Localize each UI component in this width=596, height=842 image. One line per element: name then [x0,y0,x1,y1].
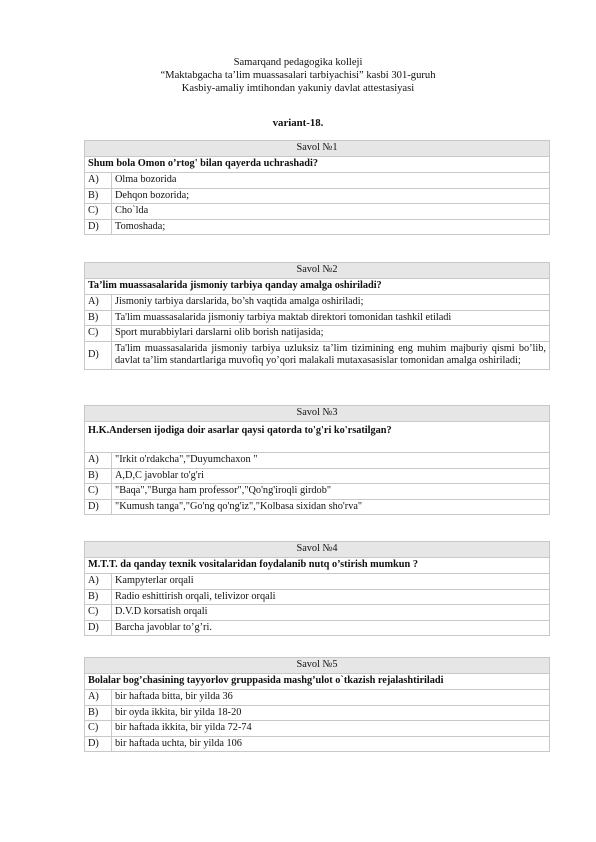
question-block-1 [84,140,550,235]
option-letter: A) [85,690,112,706]
option-letter: B) [85,705,112,721]
option-text: Radio eshittirish orqali, telivizor orqali [112,589,550,605]
question-block-3 [84,405,550,515]
option-letter: D) [85,219,112,235]
option-letter: D) [85,620,112,636]
answer-option-b[interactable] [85,589,550,605]
question-text: Shum bola Omon o’rtog' bilan qayerda uchrashadi? [85,157,550,173]
option-letter: A) [85,574,112,590]
answer-option-d[interactable] [85,736,550,752]
option-text: Jismoniy tarbiya darslarida, bo’sh vaqtida amalga oshiriladi; [112,295,550,311]
option-letter: A) [85,453,112,469]
option-letter: B) [85,468,112,484]
answer-option-a[interactable] [85,173,550,189]
option-letter: B) [85,188,112,204]
question-block-5 [84,657,550,752]
option-text: "Kumush tanga","Go'ng qo'ng'iz","Kolbasa sixidan sho'rva" [112,499,550,515]
option-text: Barcha javoblar to’g’ri. [112,620,550,636]
group-line: “Maktabgacha ta’lim muassasalari tarbiyachisi” kasbi 301-guruh [160,70,436,81]
question-block-4 [84,541,550,636]
option-text: Sport murabbiylari darslarni olib borish natijasida; [112,326,550,342]
answer-option-b[interactable] [85,705,550,721]
option-letter: D) [85,341,112,369]
answer-option-c[interactable] [85,204,550,220]
option-text: bir oyda ikkita, bir yilda 18-20 [112,705,550,721]
question-number: Savol №1 [85,141,550,157]
answer-option-a[interactable] [85,453,550,469]
college-name: Samarqand pedagogika kolleji [233,57,363,68]
question-number: Savol №4 [85,542,550,558]
option-text: Tomoshada; [112,219,550,235]
question-number: Savol №5 [85,658,550,674]
option-letter: A) [85,295,112,311]
option-letter: D) [85,736,112,752]
question-text: M.T.T. da qanday texnik vositalaridan foydalanib nutq o’stirish mumkun ? [85,558,550,574]
answer-option-c[interactable] [85,326,550,342]
answer-option-b[interactable] [85,188,550,204]
exam-title: Kasbiy-amaliy imtihondan yakuniy davlat attestasiyasi [181,83,415,94]
option-text: Dehqon bozorida; [112,188,550,204]
option-text: A,D,C javoblar to'g'ri [112,468,550,484]
question-text: Ta’lim muassasalarida jismoniy tarbiya qanday amalga oshiriladi? [85,279,550,295]
option-text: "Baqa","Burga ham professor","Qo'ng'iroqli girdob" [112,484,550,500]
answer-option-b[interactable] [85,468,550,484]
answer-option-d[interactable] [85,341,550,369]
option-letter: C) [85,326,112,342]
option-text: "Irkit o'rdakcha","Duyumchaxon " [112,453,550,469]
question-block-2 [84,262,550,370]
option-text: Olma bozorida [112,173,550,189]
variant-title: variant-18. [272,117,324,129]
question-number: Savol №2 [85,263,550,279]
option-text: bir haftada bitta, bir yilda 36 [112,690,550,706]
option-text: Kampyterlar orqali [112,574,550,590]
option-letter: C) [85,204,112,220]
answer-option-c[interactable] [85,721,550,737]
question-text: H.K.Andersen ijodiga doir asarlar qaysi qatorda to'g'ri ko'rsatilgan? [85,422,550,453]
option-letter: B) [85,310,112,326]
answer-option-d[interactable] [85,620,550,636]
answer-option-d[interactable] [85,499,550,515]
question-text: Bolalar bog’chasining tayyorlov gruppasida mashg’ulot o`tkazish rejalashtiriladi [85,674,550,690]
option-letter: C) [85,484,112,500]
document-header [0,56,596,95]
option-letter: B) [85,589,112,605]
answer-option-b[interactable] [85,310,550,326]
answer-option-a[interactable] [85,574,550,590]
option-text: Ta'lim muassasalarida jismoniy tarbiya maktab direktori tomonidan tashkil etiladi [112,310,550,326]
question-number: Savol №3 [85,406,550,422]
option-letter: D) [85,499,112,515]
option-letter: A) [85,173,112,189]
option-letter: C) [85,605,112,621]
answer-option-a[interactable] [85,295,550,311]
option-letter: C) [85,721,112,737]
answer-option-c[interactable] [85,484,550,500]
option-text: Cho`lda [112,204,550,220]
answer-option-c[interactable] [85,605,550,621]
option-text: D.V.D korsatish orqali [112,605,550,621]
answer-option-d[interactable] [85,219,550,235]
option-text: Ta'lim muassasalarida jismoniy tarbiya uzluksiz ta’lim tizimining eng muhim majburiy qismi bo’lib, davlat ta’lim standartlariga muvofiq yo’qori malakali mutaxasasislar tomonidan amalga oshiriladi; [112,341,550,369]
option-text: bir haftada ikkita, bir yilda 72-74 [112,721,550,737]
option-text: bir haftada uchta, bir yilda 106 [112,736,550,752]
answer-option-a[interactable] [85,690,550,706]
